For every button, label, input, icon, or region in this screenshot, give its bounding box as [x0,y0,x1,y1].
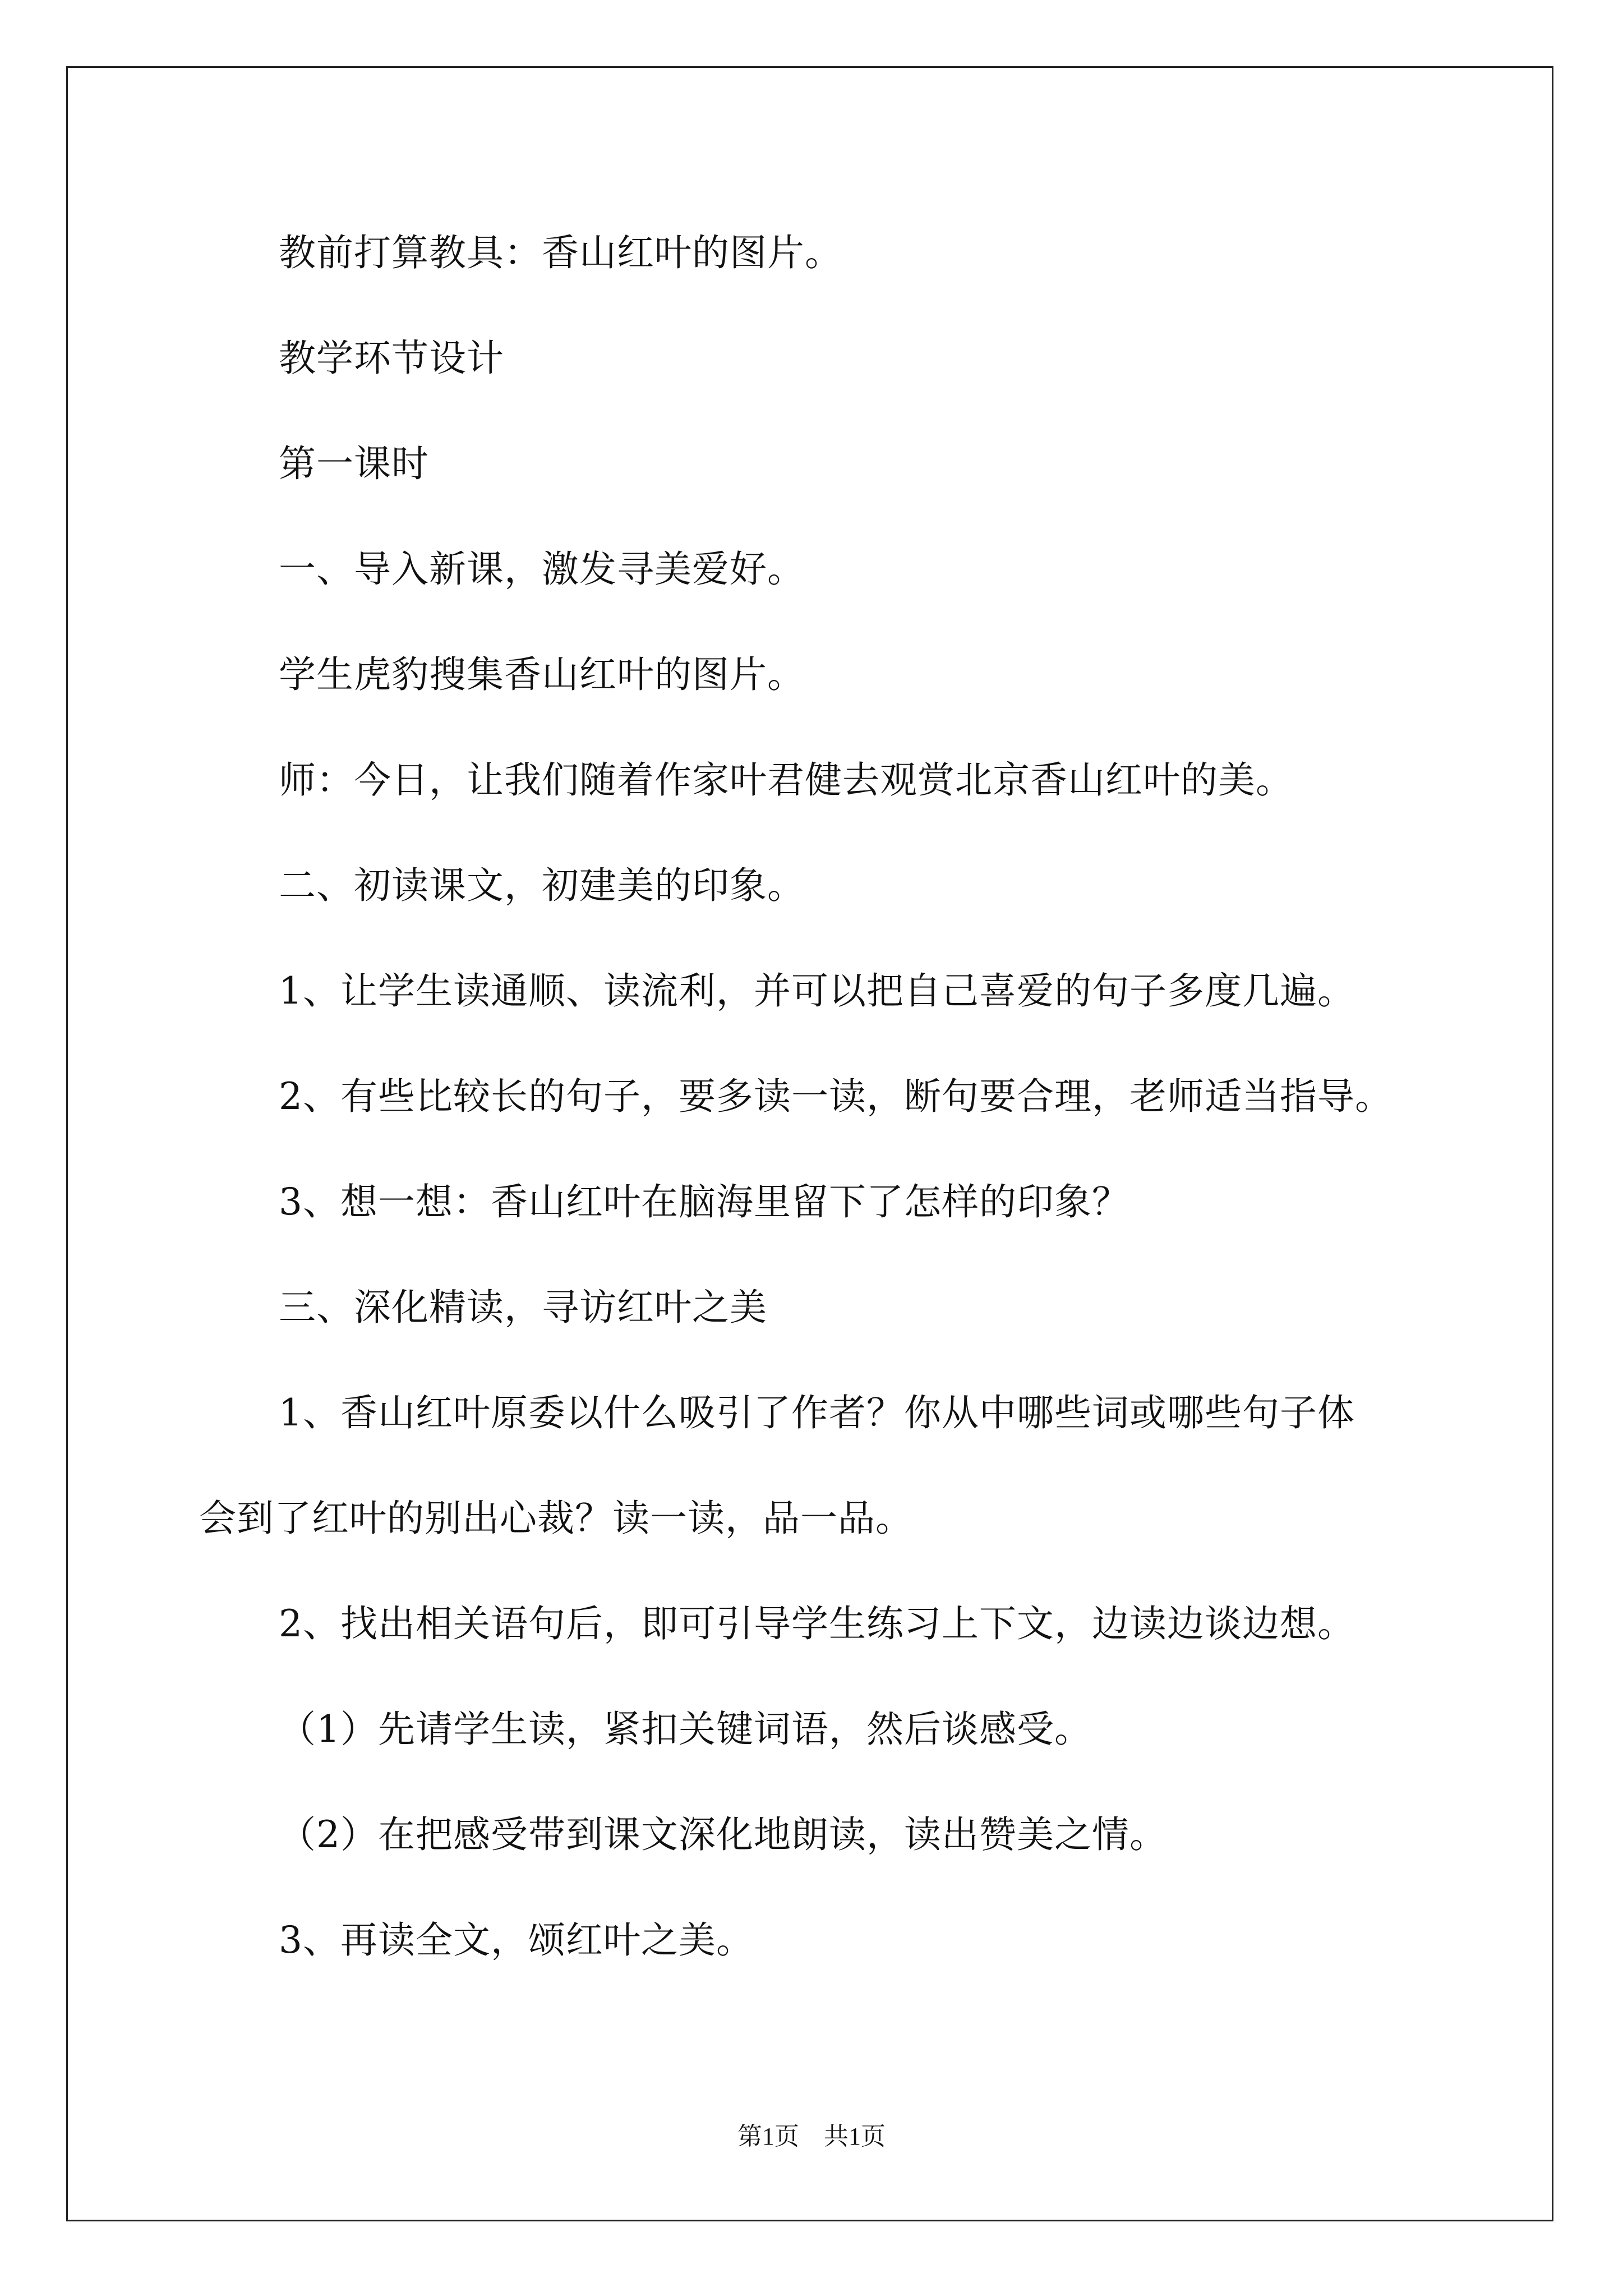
page-border [66,66,1553,2221]
section-heading-1: 一、导入新课，激发寻美爱好。 [279,547,805,591]
list-item-2-1: 1、让学生读通顺、读流利，并可以把自己喜爱的句子多度几遍。 [279,969,1355,1013]
section-heading-2: 二、初读课文，初建美的印象。 [279,864,805,907]
paragraph-step-1-b: 师：今日，让我们随着作家叶君健去观赏北京香山红叶的美。 [279,758,1293,802]
page-footer: 第1页 共1页 [737,2123,886,2150]
list-item-3-2: 2、找出相关语句后，即可引导学生练习上下文，边读边谈边想。 [279,1602,1355,1645]
list-item-3-1-line-1: 1、香山红叶原委以什么吸引了作者？你从中哪些词或哪些句子体 [279,1391,1355,1434]
paragraph-step-1-a: 学生虎豹搜集香山红叶的图片。 [279,653,805,696]
sub-item-3-2-2: （2）在把感受带到课文深化地朗读，读出赞美之情。 [279,1813,1167,1856]
section-heading-3: 三、深化精读，寻访红叶之美 [279,1286,767,1329]
list-item-3-3: 3、再读全文，颂红叶之美。 [279,1918,754,1962]
paragraph-design-heading: 教学环节设计 [279,337,504,380]
list-item-2-3: 3、想一想：香山红叶在脑海里留下了怎样的印象？ [279,1180,1129,1223]
list-item-3-1-line-2: 会到了红叶的别出心裁？读一读，品一品。 [199,1497,913,1540]
paragraph-lesson-one: 第一课时 [279,442,429,485]
paragraph-prep-tools: 教前打算教具：香山红叶的图片。 [279,231,842,274]
list-item-2-2: 2、有些比较长的句子，要多读一读，断句要合理，老师适当指导。 [279,1075,1393,1118]
sub-item-3-2-1: （1）先请学生读，紧扣关键词语，然后谈感受。 [279,1708,1092,1751]
